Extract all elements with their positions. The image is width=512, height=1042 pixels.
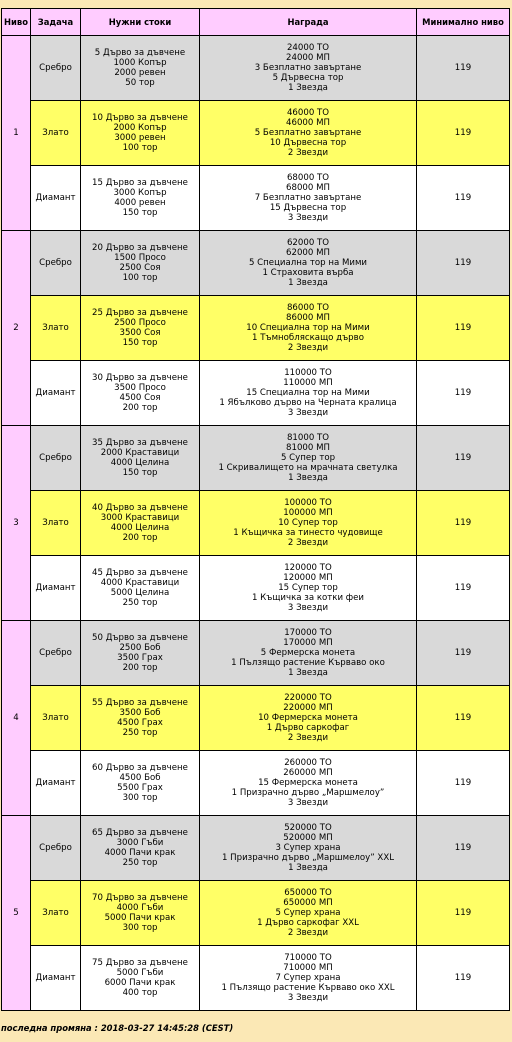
reward-line: 3 Звезди: [287, 993, 329, 1003]
reward-line: 3 Супер храна: [275, 843, 341, 853]
stock-line: 3000 Краставици: [100, 513, 180, 523]
stock-line: 3500 Соя: [119, 328, 161, 338]
reward-line: 10 Супер тор: [278, 518, 338, 528]
stock-line: 30 Дърво за дъвчене: [92, 373, 188, 383]
min-level-cell: 119: [417, 621, 510, 686]
reward-line: 120000 ТО: [284, 563, 332, 573]
reward-line: 1 Скривалището на мрачната светулка: [218, 463, 398, 473]
stock-line: 70 Дърво за дъвчене: [92, 893, 188, 903]
reward-line: 86000 ТО: [286, 303, 330, 313]
stock-line: 60 Дърво за дъвчене: [92, 763, 188, 773]
task-cell: Злато: [31, 491, 81, 556]
task-cell: Диамант: [31, 946, 81, 1011]
stock-line: 3500 Боб: [119, 708, 161, 718]
reward-line: 7 Супер храна: [275, 973, 341, 983]
reward-line: 5 Безплатно завъртане: [254, 128, 362, 138]
header-level: Ниво: [2, 9, 31, 36]
stock-cell: [81, 751, 200, 816]
reward-line: 81000 ТО: [286, 433, 330, 443]
reward-line: 220000 ТО: [284, 693, 332, 703]
stock-line: 25 Дърво за дъвчене: [92, 308, 188, 318]
reward-line: 5 Специална тор на Мими: [248, 258, 368, 268]
stock-cell: [81, 881, 200, 946]
stock-line: 50 тор: [125, 78, 155, 88]
reward-line: 62000 ТО: [286, 238, 330, 248]
reward-line: 110000 МП: [283, 378, 333, 388]
min-level-cell: 119: [417, 946, 510, 1011]
stock-line: 200 тор: [122, 403, 158, 413]
reward-cell: [200, 101, 417, 166]
task-cell: Сребро: [31, 621, 81, 686]
task-cell: Сребро: [31, 231, 81, 296]
min-level-cell: 119: [417, 686, 510, 751]
reward-line: 1 Звезда: [288, 278, 328, 288]
stock-line: 4000 Целина: [110, 523, 170, 533]
stock-line: 5500 Грах: [117, 783, 163, 793]
reward-line: 68000 ТО: [286, 173, 330, 183]
reward-line: 650000 МП: [283, 898, 333, 908]
table-row: [2, 491, 510, 556]
stock-line: 3500 Грах: [117, 653, 163, 663]
stock-line: 150 тор: [122, 208, 158, 218]
reward-line: 7 Безплатно завъртане: [254, 193, 362, 203]
reward-line: 46000 ТО: [286, 108, 330, 118]
reward-line: 1 Дърво саркофаг: [266, 723, 350, 733]
reward-line: 1 Къщичка за тинесто чудовище: [233, 528, 383, 538]
stock-line: 10 Дърво за дъвчене: [92, 113, 188, 123]
reward-cell: [200, 556, 417, 621]
reward-line: 1 Къщичка за котки феи: [251, 593, 365, 603]
stock-line: 3500 Просо: [114, 383, 166, 393]
stock-cell: [81, 231, 200, 296]
reward-cell: [200, 491, 417, 556]
stock-line: 55 Дърво за дъвчене: [92, 698, 188, 708]
reward-cell: [200, 36, 417, 101]
reward-line: 650000 ТО: [284, 888, 332, 898]
stock-cell: [81, 621, 200, 686]
stock-line: 2500 Просо: [114, 318, 166, 328]
reward-cell: [200, 946, 417, 1011]
level-cell: 2: [2, 231, 31, 426]
reward-cell: [200, 621, 417, 686]
reward-line: 1 Ябълково дърво на Черната кралица: [219, 398, 397, 408]
stock-line: 100 тор: [122, 273, 158, 283]
reward-line: 2 Звезди: [287, 538, 329, 548]
task-cell: Диамант: [31, 361, 81, 426]
reward-line: 2 Звезди: [287, 733, 329, 743]
table-body: [2, 36, 510, 1011]
reward-cell: [200, 816, 417, 881]
task-cell: Злато: [31, 881, 81, 946]
stock-line: 400 тор: [122, 988, 158, 998]
level-cell: 5: [2, 816, 31, 1011]
stock-line: 3000 Гъби: [116, 838, 164, 848]
table-row: [2, 231, 510, 296]
reward-line: 260000 МП: [283, 768, 333, 778]
header-reward: Награда: [200, 9, 417, 36]
table-row: [2, 686, 510, 751]
reward-line: 120000 МП: [283, 573, 333, 583]
stock-line: 35 Дърво за дъвчене: [92, 438, 188, 448]
min-level-cell: 119: [417, 491, 510, 556]
reward-line: 10 Фермерска монета: [258, 713, 358, 723]
table-row: [2, 101, 510, 166]
table-row: [2, 36, 510, 101]
stock-line: 250 тор: [122, 858, 158, 868]
quest-table: [1, 8, 510, 1011]
task-cell: Диамант: [31, 751, 81, 816]
reward-line: 24000 ТО: [286, 43, 330, 53]
stock-cell: [81, 816, 200, 881]
stock-line: 4000 Пачи крак: [104, 848, 176, 858]
stock-line: 4000 ревен: [114, 198, 166, 208]
min-level-cell: 119: [417, 751, 510, 816]
reward-line: 5 Супер храна: [275, 908, 341, 918]
level-cell: 1: [2, 36, 31, 231]
reward-line: 110000 ТО: [284, 368, 332, 378]
stock-line: 100 тор: [122, 143, 158, 153]
stock-line: 4000 Целина: [110, 458, 170, 468]
reward-line: 1 Страховита върба: [262, 268, 354, 278]
reward-line: 260000 ТО: [284, 758, 332, 768]
task-cell: Сребро: [31, 36, 81, 101]
min-level-cell: 119: [417, 881, 510, 946]
header-min-level: Минимално ниво: [417, 9, 510, 36]
reward-line: 1 Звезда: [288, 473, 328, 483]
stock-cell: [81, 686, 200, 751]
reward-cell: [200, 881, 417, 946]
reward-line: 1 Звезда: [288, 83, 328, 93]
reward-line: 5 Супер тор: [280, 453, 336, 463]
reward-line: 15 Супер тор: [278, 583, 338, 593]
stock-line: 3000 ревен: [114, 133, 166, 143]
stock-line: 2000 Краставици: [100, 448, 180, 458]
stock-line: 2500 Боб: [119, 643, 161, 653]
task-cell: Злато: [31, 686, 81, 751]
reward-line: 100000 МП: [283, 508, 333, 518]
reward-line: 170000 ТО: [284, 628, 332, 638]
stock-cell: [81, 101, 200, 166]
reward-line: 100000 ТО: [284, 498, 332, 508]
task-cell: Диамант: [31, 556, 81, 621]
stock-line: 300 тор: [122, 793, 158, 803]
task-cell: Сребро: [31, 426, 81, 491]
table-row: [2, 426, 510, 491]
table-row: [2, 946, 510, 1011]
stock-line: 4000 Гъби: [116, 903, 164, 913]
header-stock: Нужни стоки: [81, 9, 200, 36]
stock-line: 4500 Соя: [119, 393, 161, 403]
reward-line: 1 Призрачно дърво „Маршмелоу” XXL: [221, 853, 394, 863]
reward-line: 170000 МП: [283, 638, 333, 648]
min-level-cell: 119: [417, 556, 510, 621]
reward-cell: [200, 751, 417, 816]
reward-line: 710000 МП: [283, 963, 333, 973]
reward-line: 1 Звезда: [288, 863, 328, 873]
table-row: [2, 751, 510, 816]
stock-cell: [81, 361, 200, 426]
reward-line: 220000 МП: [283, 703, 333, 713]
reward-line: 1 Дърво саркофаг XXL: [257, 918, 359, 928]
stock-line: 65 Дърво за дъвчене: [92, 828, 188, 838]
reward-line: 10 Специална тор на Мими: [246, 323, 370, 333]
min-level-cell: 119: [417, 426, 510, 491]
reward-line: 1 Призрачно дърво „Маршмелоу”: [231, 788, 385, 798]
reward-cell: [200, 231, 417, 296]
stock-line: 6000 Пачи крак: [104, 978, 176, 988]
stock-line: 75 Дърво за дъвчене: [92, 958, 188, 968]
stock-line: 15 Дърво за дъвчене: [92, 178, 188, 188]
stock-line: 40 Дърво за дъвчене: [92, 503, 188, 513]
table-row: [2, 361, 510, 426]
stock-line: 2000 ревен: [114, 68, 166, 78]
reward-line: 1 Звезда: [288, 668, 328, 678]
stock-line: 150 тор: [122, 468, 158, 478]
table-row: [2, 296, 510, 361]
last-modified: последна промяна : 2018-03-27 14:45:28 (CEST): [1, 1023, 234, 1033]
stock-line: 4500 Боб: [119, 773, 161, 783]
reward-line: 5 Фермерска монета: [260, 648, 356, 658]
reward-line: 3 Звезди: [287, 603, 329, 613]
table-row: [2, 816, 510, 881]
stock-line: 300 тор: [122, 923, 158, 933]
reward-line: 86000 МП: [286, 313, 330, 323]
reward-cell: [200, 296, 417, 361]
stock-line: 250 тор: [122, 728, 158, 738]
reward-line: 10 Дървесна тор: [269, 138, 347, 148]
reward-line: 1 Тъмнобляскащо дърво: [252, 333, 364, 343]
reward-line: 68000 МП: [286, 183, 330, 193]
min-level-cell: 119: [417, 231, 510, 296]
reward-line: 1 Пълзящо растение Кърваво око: [231, 658, 385, 668]
table-row: [2, 881, 510, 946]
stock-line: 5000 Гъби: [116, 968, 164, 978]
stock-line: 2500 Соя: [119, 263, 161, 273]
stock-line: 5 Дърво за дъвчене: [94, 48, 186, 58]
stock-line: 1500 Просо: [114, 253, 166, 263]
task-cell: Диамант: [31, 166, 81, 231]
stock-line: 4500 Грах: [117, 718, 163, 728]
task-cell: Сребро: [31, 816, 81, 881]
reward-line: 1 Пълзящо растение Кърваво око XXL: [221, 983, 395, 993]
stock-cell: [81, 426, 200, 491]
stock-line: 4000 Краставици: [100, 578, 180, 588]
reward-line: 2 Звезди: [287, 928, 329, 938]
reward-line: 15 Фермерска монета: [258, 778, 358, 788]
stock-line: 1000 Копър: [113, 58, 167, 68]
reward-line: 15 Специална тор на Мими: [246, 388, 370, 398]
reward-line: 3 Звезди: [287, 408, 329, 418]
reward-cell: [200, 166, 417, 231]
stock-line: 200 тор: [122, 663, 158, 673]
stock-line: 3000 Копър: [113, 188, 167, 198]
reward-line: 520000 МП: [283, 833, 333, 843]
reward-line: 81000 МП: [286, 443, 330, 453]
reward-line: 15 Дървесна тор: [269, 203, 347, 213]
stock-cell: [81, 36, 200, 101]
header-task: Задача: [31, 9, 81, 36]
task-cell: Злато: [31, 296, 81, 361]
stock-line: 150 тор: [122, 338, 158, 348]
table-header-row: [2, 9, 510, 36]
table-row: [2, 621, 510, 686]
stock-line: 20 Дърво за дъвчене: [92, 243, 188, 253]
min-level-cell: 119: [417, 296, 510, 361]
reward-line: 5 Дървесна тор: [272, 73, 344, 83]
stock-line: 45 Дърво за дъвчене: [92, 568, 188, 578]
stock-line: 5000 Целина: [110, 588, 170, 598]
reward-line: 3 Безплатно завъртане: [254, 63, 362, 73]
table-row: [2, 556, 510, 621]
min-level-cell: 119: [417, 166, 510, 231]
reward-line: 520000 ТО: [284, 823, 332, 833]
min-level-cell: 119: [417, 36, 510, 101]
stock-cell: [81, 166, 200, 231]
min-level-cell: 119: [417, 361, 510, 426]
reward-cell: [200, 426, 417, 491]
level-cell: 3: [2, 426, 31, 621]
stock-cell: [81, 296, 200, 361]
reward-line: 62000 МП: [286, 248, 330, 258]
min-level-cell: 119: [417, 101, 510, 166]
stock-line: 50 Дърво за дъвчене: [92, 633, 188, 643]
reward-line: 2 Звезди: [287, 343, 329, 353]
reward-line: 3 Звезди: [287, 213, 329, 223]
level-cell: 4: [2, 621, 31, 816]
reward-line: 46000 МП: [286, 118, 330, 128]
min-level-cell: 119: [417, 816, 510, 881]
reward-cell: [200, 361, 417, 426]
reward-line: 2 Звезди: [287, 148, 329, 158]
reward-line: 3 Звезди: [287, 798, 329, 808]
stock-cell: [81, 946, 200, 1011]
reward-cell: [200, 686, 417, 751]
reward-line: 24000 МП: [286, 53, 330, 63]
reward-line: 710000 ТО: [284, 953, 332, 963]
task-cell: Злато: [31, 101, 81, 166]
stock-line: 200 тор: [122, 533, 158, 543]
stock-line: 5000 Пачи крак: [104, 913, 176, 923]
stock-line: 250 тор: [122, 598, 158, 608]
stock-cell: [81, 491, 200, 556]
stock-line: 2000 Копър: [113, 123, 167, 133]
table-row: [2, 166, 510, 231]
stock-cell: [81, 556, 200, 621]
